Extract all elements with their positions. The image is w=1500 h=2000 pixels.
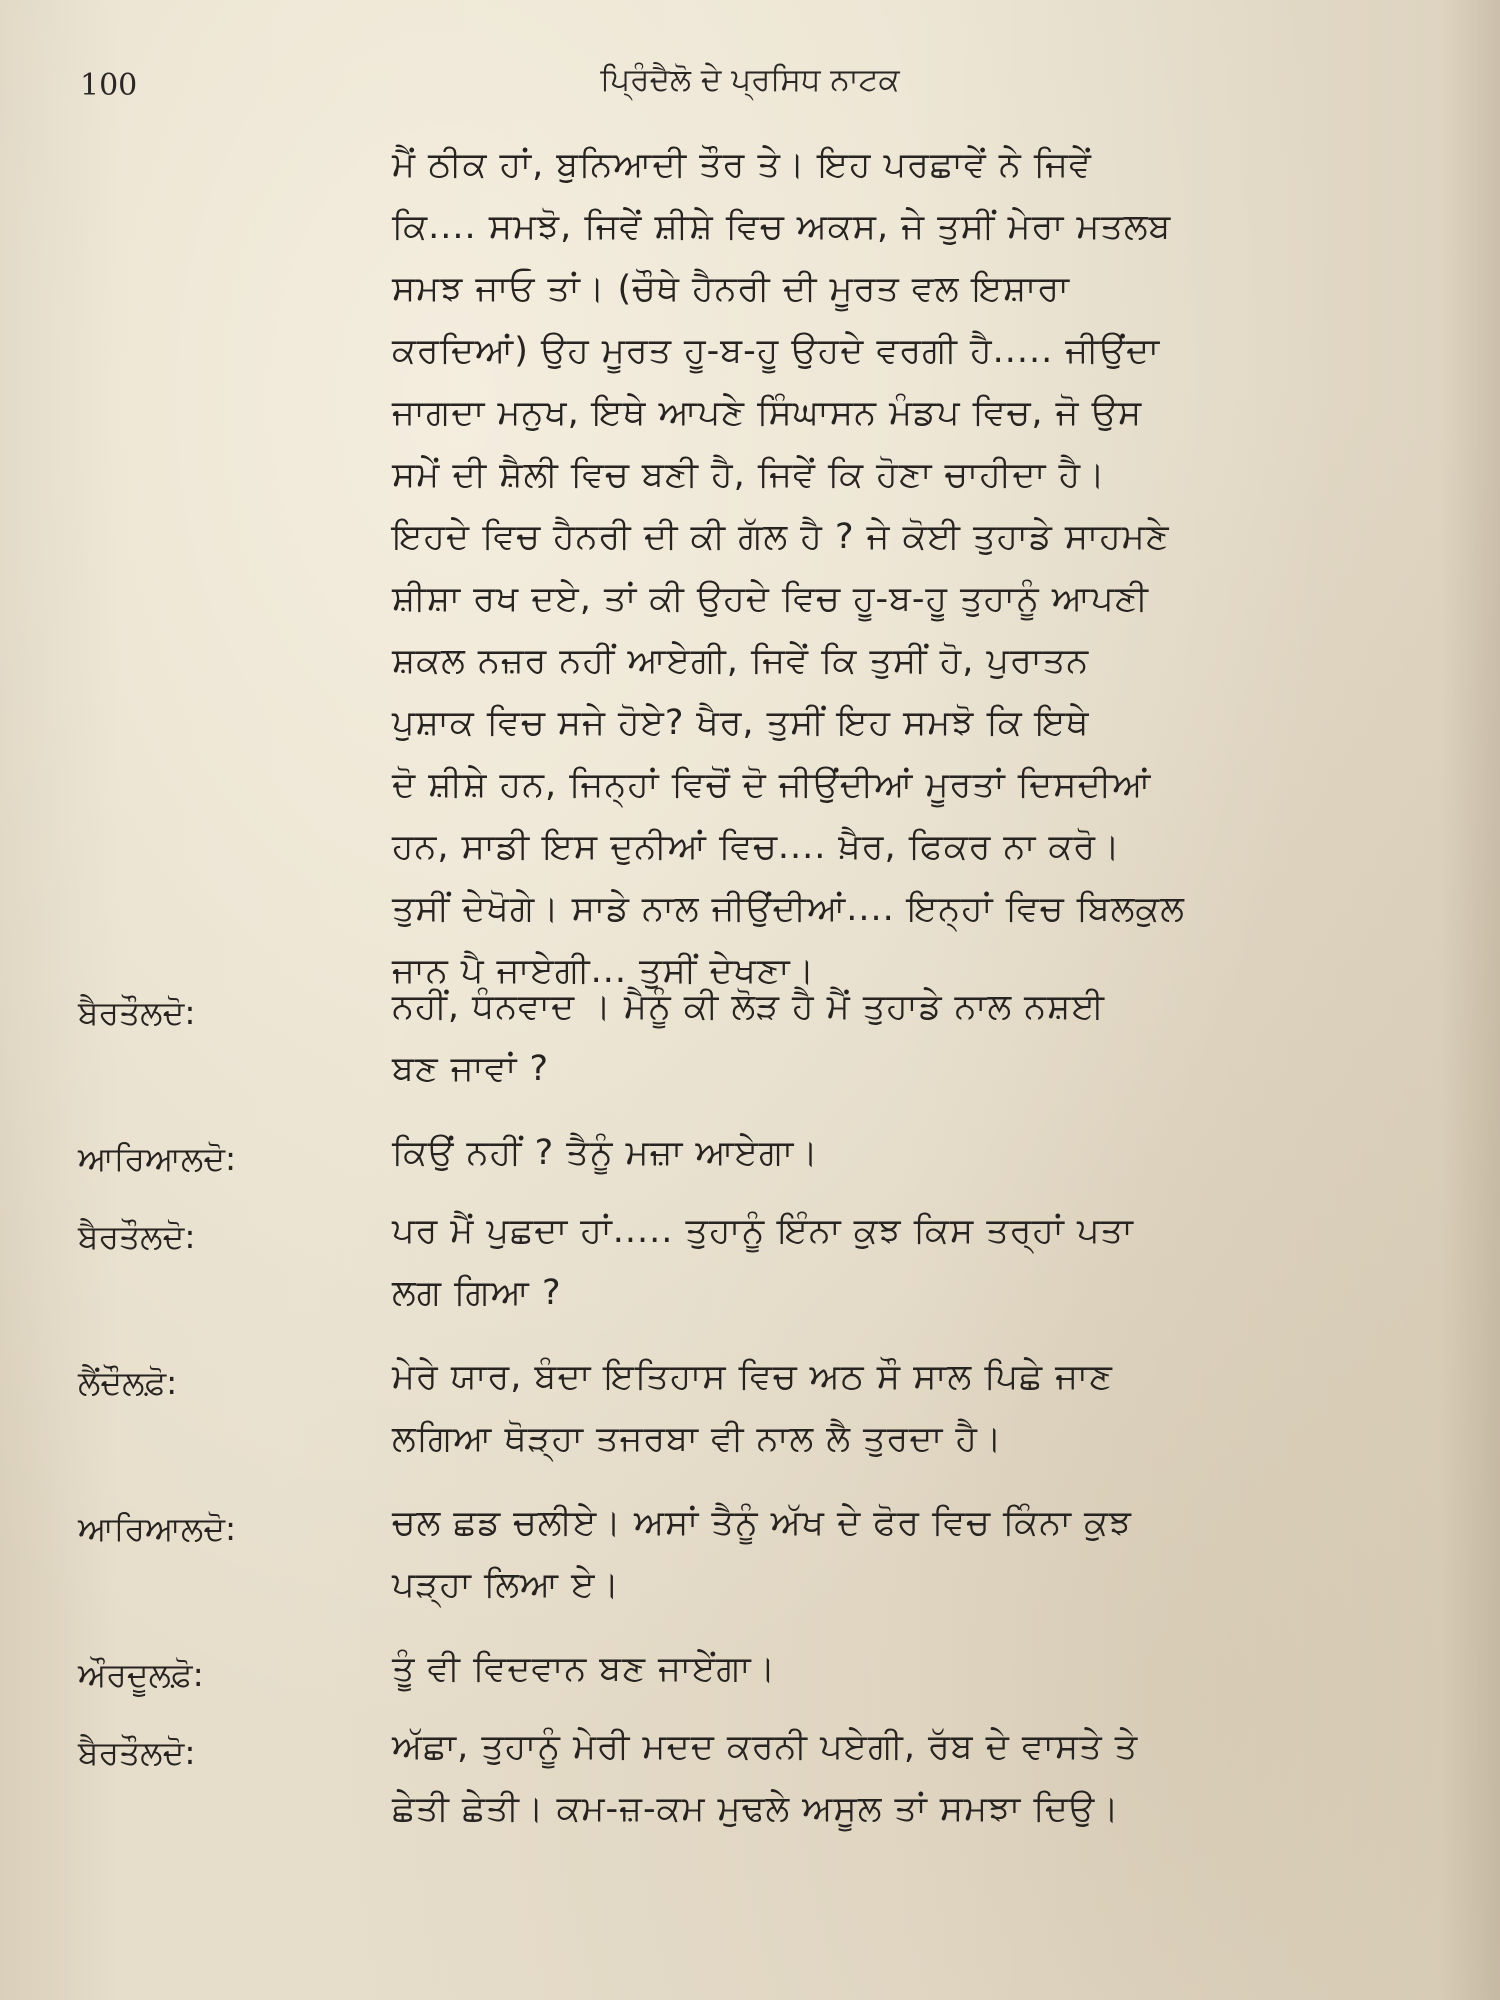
speech-line: ਸਮਝ ਜਾਓ ਤਾਂ। (ਚੌਥੇ ਹੈਨਰੀ ਦੀ ਮੂਰਤ ਵਲ ਇਸ਼ਾਰਾ: [392, 269, 1071, 309]
dialogue-line: ਤੂੰ ਵੀ ਵਿਦਵਾਨ ਬਣ ਜਾਏਂਗਾ।: [392, 1649, 777, 1689]
speech-line: ਜਾਨ ਪੈ ਜਾਏਗੀ... ਤੁਸੀਂ ਦੇਖਣਾ।: [392, 951, 816, 991]
speaker-name: ਆਰਿਆਲਦੋ:: [78, 1139, 237, 1178]
dialogue-text: [392, 1200, 1452, 1324]
opening-speech: [392, 134, 1452, 1002]
dialogue-line: ਚਲ ਛਡ ਚਲੀਏ। ਅਸਾਂ ਤੈਨੂੰ ਅੱਖ ਦੇ ਫੋਰ ਵਿਚ ਕਿੰਨਾ ਕੁਝ: [392, 1503, 1133, 1543]
dialogue-line: ਕਿਉਂ ਨਹੀਂ ? ਤੈਨੂੰ ਮਜ਼ਾ ਆਏਗਾ।: [392, 1133, 819, 1173]
speech-line: ਪੁਸ਼ਾਕ ਵਿਚ ਸਜੇ ਹੋਏ? ਖੈਰ, ਤੁਸੀਂ ਇਹ ਸਮਝੋ ਕਿ ਇਥੇ: [392, 703, 1090, 743]
dialogue-line: ਬਣ ਜਾਵਾਂ ?: [392, 1049, 550, 1089]
speaker-name: ਆਰਿਆਲਦੋ:: [78, 1509, 237, 1548]
dialogue-line: ਪੜ੍ਹਾ ਲਿਆ ਏ।: [392, 1565, 621, 1605]
dialogue-text: [392, 1346, 1452, 1470]
speech-line: ਜਾਗਦਾ ਮਨੁਖ, ਇਥੇ ਆਪਣੇ ਸਿੰਘਾਸਨ ਮੰਡਪ ਵਿਚ, ਜੋ ਉਸ: [392, 393, 1143, 433]
page-number: 100: [80, 68, 138, 103]
speaker-name: ਔਰਦੂਲਫ਼ੋ:: [78, 1655, 204, 1694]
speech-line: ਇਹਦੇ ਵਿਚ ਹੈਨਰੀ ਦੀ ਕੀ ਗੱਲ ਹੈ ? ਜੇ ਕੋਈ ਤੁਹਾਡੇ ਸਾਹਮਣੇ: [392, 517, 1170, 557]
dialogue-text: [392, 1638, 1452, 1700]
speech-line: ਸਮੇਂ ਦੀ ਸ਼ੈਲੀ ਵਿਚ ਬਣੀ ਹੈ, ਜਿਵੇਂ ਕਿ ਹੋਣਾ ਚਾਹੀਦਾ ਹੈ।: [392, 455, 1106, 495]
speaker-name: ਲੈਂਦੌਲਫ਼ੋ:: [78, 1363, 178, 1402]
speech-line: ਹਨ, ਸਾਡੀ ਇਸ ਦੁਨੀਆਂ ਵਿਚ.... ਖ਼ੈਰ, ਫਿਕਰ ਨਾ ਕਰੋ।: [392, 827, 1121, 867]
running-title: ਪਿ੍ਰੰਦੈਲੋ ਦੇ ਪ੍ਰਸਿਧ ਨਾਟਕ: [600, 62, 900, 98]
dialogue-text: [392, 1122, 1452, 1184]
dialogue-line: ਛੇਤੀ ਛੇਤੀ। ਕਮ-ਜ਼-ਕਮ ਮੁਢਲੇ ਅਸੂਲ ਤਾਂ ਸਮਝਾ ਦਿਉ।: [392, 1789, 1120, 1829]
speech-line: ਕਰਦਿਆਂ) ਉਹ ਮੂਰਤ ਹੂ-ਬ-ਹੂ ਉਹਦੇ ਵਰਗੀ ਹੈ..... ਜੀਉਂਦਾ: [392, 331, 1161, 371]
dialogue-line: ਪਰ ਮੈਂ ਪੁਛਦਾ ਹਾਂ..... ਤੁਹਾਨੂੰ ਇੰਨਾ ਕੁਝ ਕਿਸ ਤਰ੍ਹਾਂ ਪਤਾ: [392, 1211, 1134, 1251]
speech-line: ਸ਼ਕਲ ਨਜ਼ਰ ਨਹੀਂ ਆਏਗੀ, ਜਿਵੇਂ ਕਿ ਤੁਸੀਂ ਹੋ, ਪੁਰਾਤਨ: [392, 641, 1090, 681]
dialogue-line: ਅੱਛਾ, ਤੁਹਾਨੂੰ ਮੇਰੀ ਮਦਦ ਕਰਨੀ ਪਏਗੀ, ਰੱਬ ਦੇ ਵਾਸਤੇ ਤੇ: [392, 1727, 1139, 1767]
speaker-name: ਬੈਰਤੌਲਦੋ:: [78, 1733, 196, 1772]
dialogue-text: [392, 1492, 1452, 1616]
speech-line: ਤੁਸੀਂ ਦੇਖੋਗੇ। ਸਾਡੇ ਨਾਲ ਜੀਉਂਦੀਆਂ.... ਇਨ੍ਹਾਂ ਵਿਚ ਬਿਲਕੁਲ: [392, 889, 1185, 929]
speaker-name: ਬੈਰਤੌਲਦੋ:: [78, 993, 196, 1032]
dialogue-text: [392, 976, 1452, 1100]
dialogue-line: ਮੇਰੇ ਯਾਰ, ਬੰਦਾ ਇਤਿਹਾਸ ਵਿਚ ਅਠ ਸੌ ਸਾਲ ਪਿਛੇ ਜਾਣ: [392, 1357, 1113, 1397]
dialogue-line: ਲਗ ਗਿਆ ?: [392, 1273, 562, 1313]
speaker-name: ਬੈਰਤੌਲਦੋ:: [78, 1217, 196, 1256]
speech-line: ਦੋ ਸ਼ੀਸ਼ੇ ਹਨ, ਜਿਨ੍ਹਾਂ ਵਿਚੋਂ ਦੋ ਜੀਉਂਦੀਆਂ ਮੂਰਤਾਂ ਦਿਸਦੀਆਂ: [392, 765, 1152, 805]
dialogue-line: ਲਗਿਆ ਥੋੜ੍ਹਾ ਤਜਰਬਾ ਵੀ ਨਾਲ ਲੈ ਤੁਰਦਾ ਹੈ।: [392, 1419, 1003, 1459]
speech-line: ਮੈਂ ਠੀਕ ਹਾਂ, ਬੁਨਿਆਦੀ ਤੌਰ ਤੇ। ਇਹ ਪਰਛਾਵੇਂ ਨੇ ਜਿਵੇਂ: [392, 145, 1092, 185]
speech-line: ਕਿ.... ਸਮਝੋ, ਜਿਵੇਂ ਸ਼ੀਸ਼ੇ ਵਿਚ ਅਕਸ, ਜੇ ਤੁਸੀਂ ਮੇਰਾ ਮਤਲਬ: [392, 207, 1172, 247]
speech-line: ਸ਼ੀਸ਼ਾ ਰਖ ਦਏ, ਤਾਂ ਕੀ ਉਹਦੇ ਵਿਚ ਹੂ-ਬ-ਹੂ ਤੁਹਾਨੂੰ ਆਪਣੀ: [392, 579, 1149, 619]
dialogue-line: ਨਹੀਂ, ਧੰਨਵਾਦ । ਮੈਨੂੰ ਕੀ ਲੋੜ ਹੈ ਮੈਂ ਤੁਹਾਡੇ ਨਾਲ ਨਸ਼ਈ: [392, 987, 1105, 1027]
dialogue-text: [392, 1716, 1452, 1840]
